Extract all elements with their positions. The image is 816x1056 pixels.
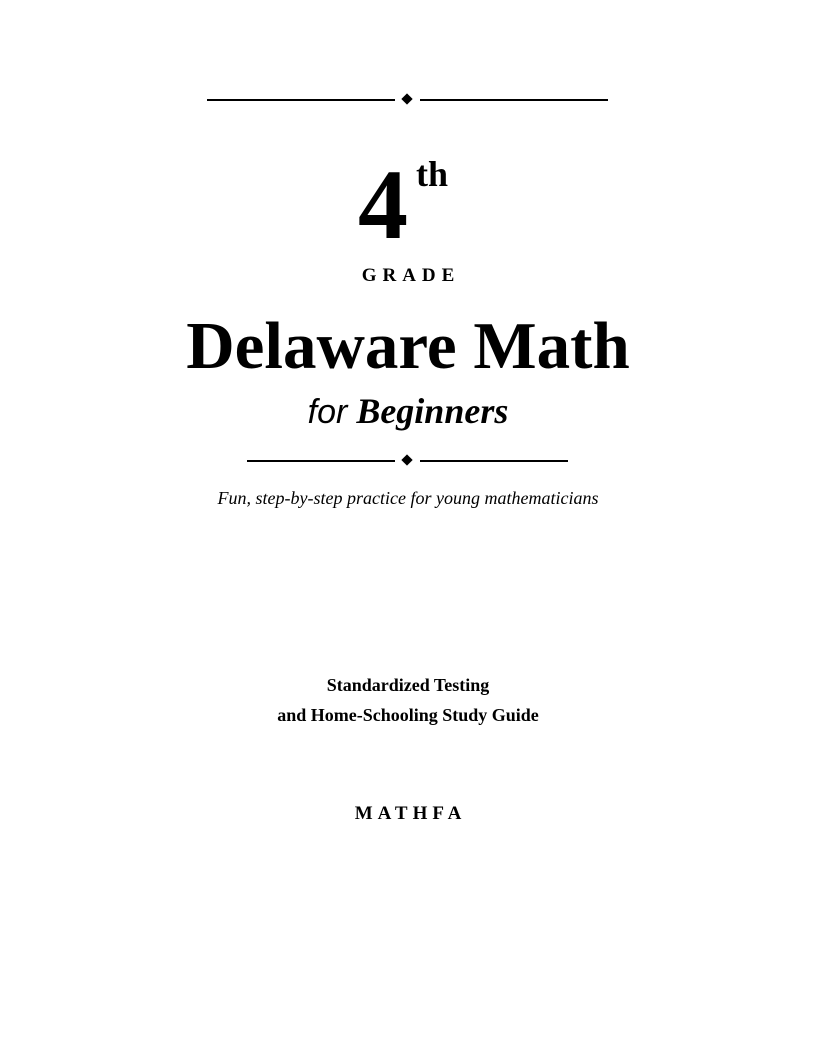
- book-subtitle: [0, 388, 816, 435]
- study-guide-description: [0, 670, 816, 730]
- tagline: Fun, step-by-step practice for young mathematicians: [217, 488, 599, 508]
- subtitle-main: Beginners: [356, 391, 509, 431]
- grade-number: 4: [358, 149, 408, 260]
- top-ornament-divider: [0, 92, 816, 108]
- grade-ordinal-suffix: th: [416, 154, 449, 194]
- divider-line-right: [420, 460, 568, 462]
- grade-label: GRADE: [361, 265, 461, 286]
- diamond-icon: [401, 93, 412, 104]
- middle-ornament-divider: [0, 453, 816, 469]
- divider-line-left: [207, 99, 395, 101]
- divider-line-left: [247, 460, 395, 462]
- subtitle-prefix: for: [307, 393, 348, 431]
- guide-line-2: and Home-Schooling Study Guide: [277, 705, 539, 725]
- divider-line-right: [420, 99, 608, 101]
- guide-line-1: Standardized Testing: [326, 675, 490, 695]
- diamond-icon: [401, 454, 412, 465]
- book-title: Delaware Math: [186, 309, 630, 383]
- publisher-name: MATHFA: [354, 803, 467, 824]
